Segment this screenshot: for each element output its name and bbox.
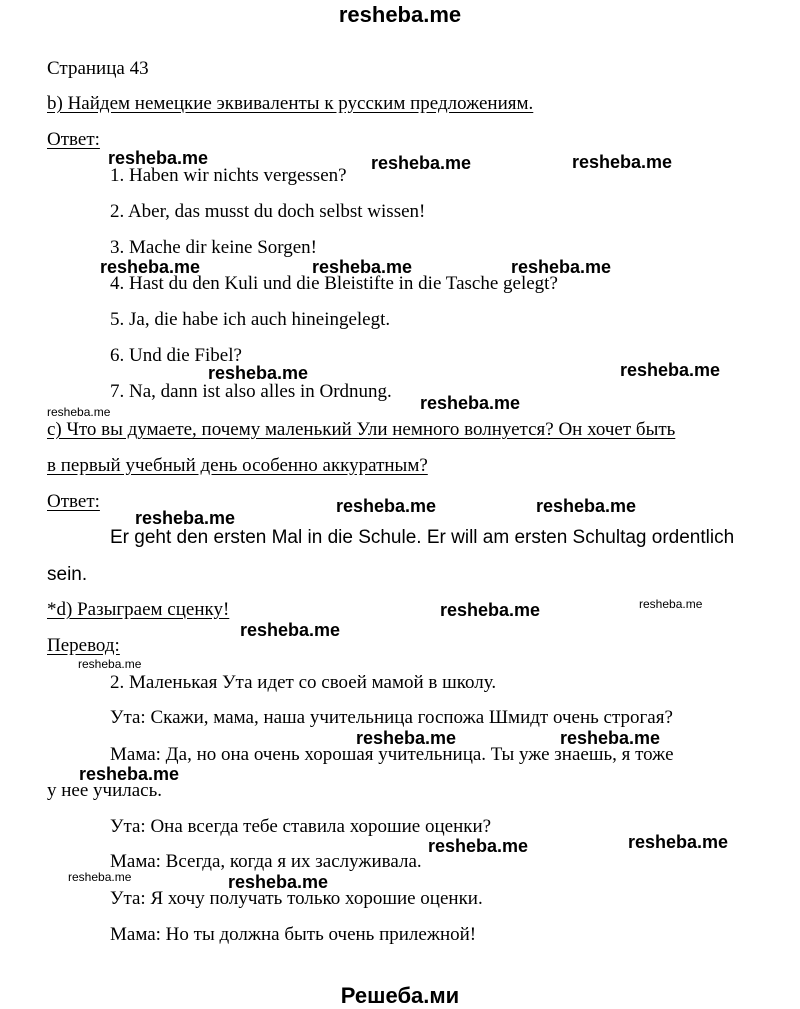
watermark: resheba.me: [356, 728, 457, 748]
german-line-1: 1. Haben wir nichts vergessen?: [110, 165, 347, 186]
watermark: resheba.me: [628, 832, 729, 852]
translation-line-2: Ута: Скажи, мама, наша учительница госпожа Шмидт очень строгая?: [110, 707, 673, 728]
german-line-2: 2. Aber, das musst du doch selbst wissen!: [110, 201, 426, 222]
watermark: resheba.me: [240, 620, 341, 640]
section-d-translation-label: Перевод:: [47, 635, 120, 656]
watermark: resheba.me: [312, 257, 413, 277]
translation-line-1: 2. Маленькая Ута идет со своей мамой в школу.: [110, 672, 497, 693]
page-label: Страница 43: [47, 58, 149, 79]
watermark: resheba.me: [371, 153, 472, 173]
section-c-heading-line-1: c) Что вы думаете, почему маленький Ули немного волнуется? Он хочет быть: [47, 419, 676, 440]
section-d-heading: *d) Разыграем сценку!: [47, 599, 230, 620]
german-line-3: 3. Mache dir keine Sorgen!: [110, 237, 318, 258]
watermark: resheba.me: [428, 836, 529, 856]
translation-line-7: Ута: Я хочу получать только хорошие оценки.: [110, 888, 483, 909]
translation-line-5: Ута: Она всегда тебе ставила хорошие оценки?: [110, 816, 492, 837]
watermark: resheba.me: [440, 600, 541, 620]
site-header: resheba.me: [338, 2, 462, 27]
section-c-answer-line-2: sein.: [47, 564, 88, 585]
section-c-heading-line-2: в первый учебный день особенно аккуратным?: [47, 455, 428, 476]
watermark: resheba.me: [511, 257, 612, 277]
watermark: resheba.me: [639, 597, 703, 611]
watermark: resheba.me: [208, 363, 309, 383]
watermark: resheba.me: [78, 657, 142, 671]
german-line-6: 6. Und die Fibel?: [110, 345, 242, 366]
watermark: resheba.me: [47, 405, 111, 419]
german-line-5: 5. Ja, die habe ich auch hineingelegt.: [110, 309, 391, 330]
watermark: resheba.me: [135, 508, 236, 528]
watermark: resheba.me: [572, 152, 673, 172]
watermark: resheba.me: [560, 728, 661, 748]
section-c-answer-label: Ответ:: [47, 491, 100, 512]
watermark: resheba.me: [100, 257, 201, 277]
german-line-7: 7. Na, dann ist also alles in Ordnung.: [110, 381, 392, 402]
translation-line-6: Мама: Всегда, когда я их заслуживала.: [110, 851, 422, 872]
translation-line-4: у нее училась.: [47, 780, 163, 801]
watermark: resheba.me: [336, 496, 437, 516]
translation-line-3: Мама: Да, но она очень хорошая учительница. Ты уже знаешь, я тоже: [110, 744, 674, 765]
watermark: resheba.me: [108, 148, 209, 168]
watermark: resheba.me: [228, 872, 329, 892]
german-line-4: 4. Hast du den Kuli und die Bleistifte in die Tasche gelegt?: [110, 273, 558, 294]
section-b-heading: b) Найдем немецкие эквиваленты к русским предложениям.: [47, 93, 534, 114]
section-b-answer-label: Ответ:: [47, 129, 100, 150]
watermark: resheba.me: [68, 870, 132, 884]
section-c-answer-line-1: Er geht den ersten Mal in die Schule. Er will am ersten Schultag ordentlich: [110, 527, 735, 548]
watermark: resheba.me: [620, 360, 721, 380]
site-footer: Решеба.ми: [340, 983, 460, 1008]
watermark: resheba.me: [420, 393, 521, 413]
watermark: resheba.me: [536, 496, 637, 516]
translation-line-8: Мама: Но ты должна быть очень прилежной!: [110, 924, 477, 945]
watermark: resheba.me: [79, 764, 180, 784]
